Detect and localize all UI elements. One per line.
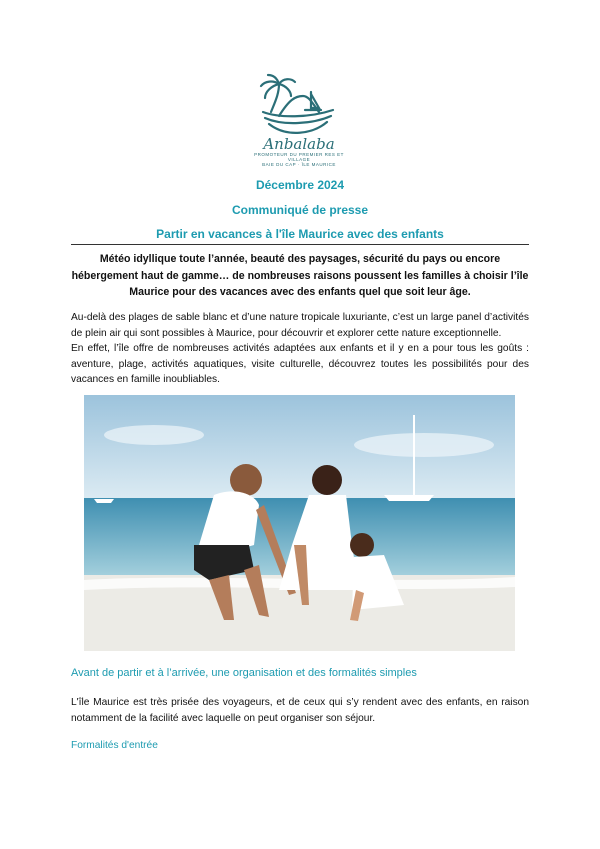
release-date: Décembre 2024 [255,178,345,192]
paragraph-organisation: L'île Maurice est très prisée des voyageurs, et de ceux qui s’y rendent avec des enfants, en raison notamment de la facilité avec laquelle on peut organiser son séjour. [71,697,529,724]
logo-tagline-line2: BAIE DU CAP · ÎLE MAURICE [262,162,336,167]
subsection-heading: Formalités d'entrée [71,740,158,751]
logo-tagline [249,152,349,167]
paragraph-intro: Au-delà des plages de sable blanc et d’une nature tropicale luxuriante, c’est un large panel d’activités de plein air qui sont possibles à Maurice, pour découvrir et explorer cette nature exceptionnelle. [71,312,529,339]
document-title: Partir en vacances à l'île Maurice avec des enfants [156,227,444,241]
document-type: Communiqué de presse [231,203,369,217]
title-divider [71,244,529,245]
logo-tagline-line1: PROMOTEUR DU PREMIER RES ET VILLAGE [254,152,344,162]
paragraph-activities: En effet, l’île offre de nombreuses activités adaptées aux enfants et il y en a pour tous les goûts : aventure, plage, activités aquatiques, visite culturelle, découvrez toutes les possibilités pour des vacances en famille inoubliables. [71,343,529,385]
section-heading: Avant de partir et à l’arrivée, une organisation et des formalités simples [71,667,417,679]
logo-wordmark: Anbalaba [263,135,335,153]
family-beach-photo [84,395,515,651]
lead-paragraph: Météo idyllique toute l’année, beauté des paysages, sécurité du pays ou encore hébergement haut de gamme… de nombreuses raisons poussent les familles à choisir l’île Maurice pour des vacances avec des enfants quel que soit leur âge. [71,253,529,298]
